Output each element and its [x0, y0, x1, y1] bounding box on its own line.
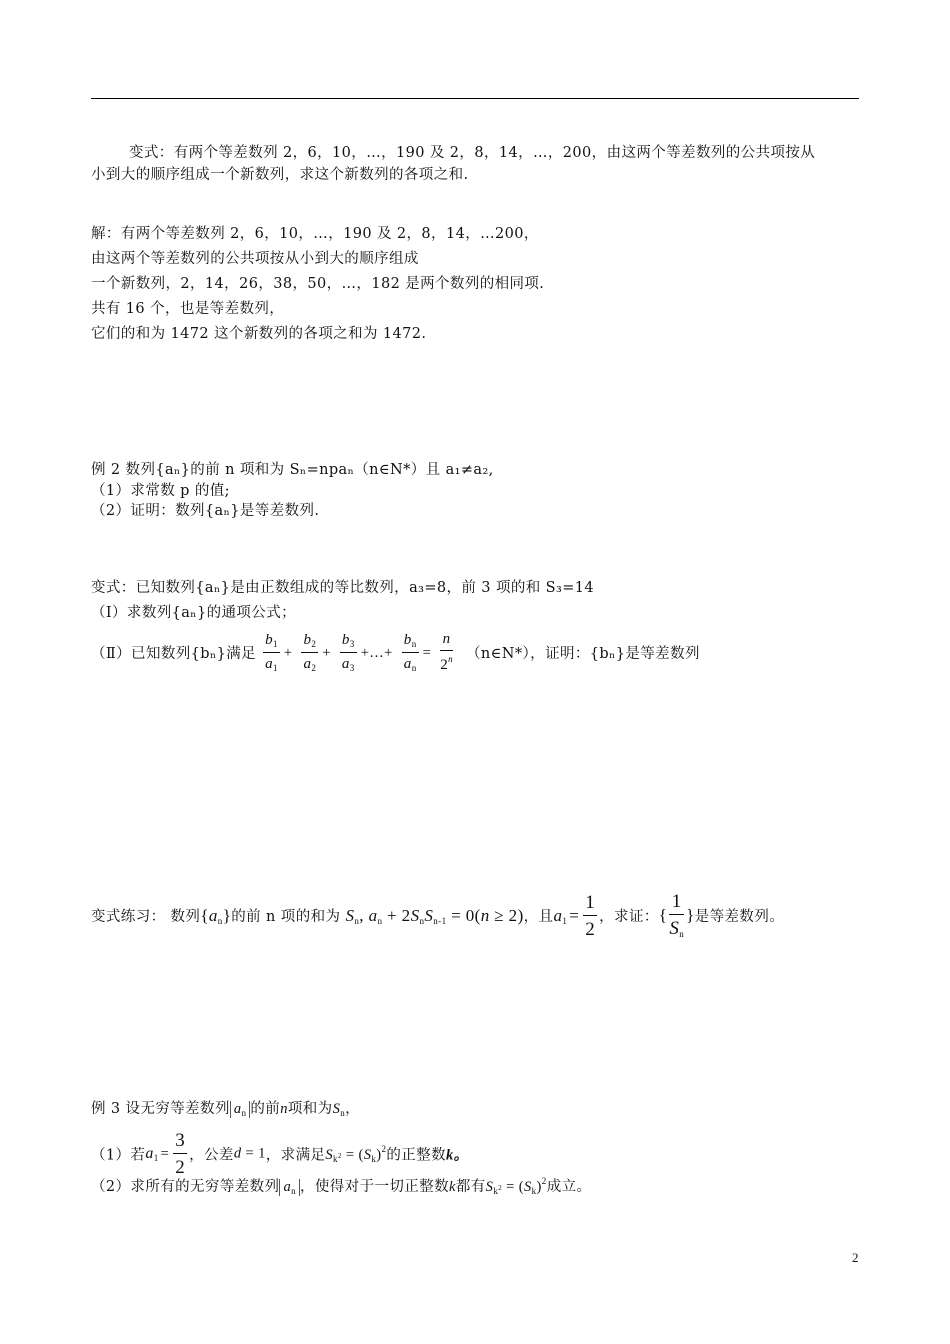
variant2-line1: 变式：已知数列{aₙ}是由正数组成的等比数列，a₃=8，前 3 项的和 S₃=14 [91, 580, 594, 596]
solution-line5: 它们的和为 1472 这个新数列的各项之和为 1472. [91, 326, 427, 342]
variant2-line3-prefix: （Ⅱ）已知数列{bₙ}满足 [91, 646, 257, 662]
variant3-prove: ，求证： [599, 909, 659, 925]
example3-line2: （1）若$a_1$ = $\frac{3}{2}$ ，公差d = 1，求满足$S_{k^2} = (S_k)^2$的正整数k。 [91, 1130, 469, 1178]
example3-q1-suffix: 的正整数 [386, 1147, 447, 1164]
solution-line4: 共有 16 个，也是等差数列， [91, 301, 285, 317]
solution-line2: 由这两个等差数列的公共项按从小到大的顺序组成 [91, 251, 419, 267]
example3-q1-prefix: （1）若 [91, 1147, 146, 1164]
example3-mid2: 项和为 [287, 1101, 333, 1117]
variant3-line: 变式练习： 数列$\{a_n\}$的前 n 项的和为 $S_n$, $a_n + 2S_nS_{n-1} = 0(n \ge 2)$，且$a_1$ = $\frac{1}{2}$ ，求证：{ $\frac{1}{S_n}$ }是等差数列。 [91, 891, 785, 940]
header-rule [91, 98, 859, 99]
solution-line1: 解：有两个等差数列 2，6，10，…，190 及 2，8，14，…200， [91, 226, 539, 242]
example2-line1: 例 2 数列{aₙ}的前 n 项和为 Sₙ=npaₙ（n∈N*）且 a₁≠a₂, [91, 462, 494, 478]
solution-line3: 一个新数列，2，14，26，38，50，…，182 是两个数列的相同项. [91, 276, 545, 292]
variant2-line3 [91, 632, 700, 673]
variant3-suffix: 是等差数列。 [694, 909, 785, 925]
example2-line3: （2）证明：数列{aₙ}是等差数列. [91, 503, 320, 519]
variant3-and: ，且 [523, 909, 554, 925]
example3-q2-suffix: 成立。 [546, 1179, 592, 1195]
variant1-line1: 变式：有两个等差数列 2，6，10，…，190 及 2，8，14，…，200，由这两个等差数列的公共项按从 [129, 145, 816, 161]
example3-q1-mid: ，公差 [189, 1147, 234, 1164]
example3-q2-prefix: （2）求所有的无穷等差数列 [91, 1179, 280, 1195]
example3-q2-mid2: 都有 [455, 1179, 486, 1195]
variant3-mid: 的前 n 项的和为 [231, 909, 341, 925]
variant2-line2: （Ⅰ）求数列{aₙ}的通项公式； [91, 605, 296, 621]
example2-line2: （1）求常数 p 的值; [91, 483, 230, 499]
example3-prefix: 例 3 设无穷等差数列 [91, 1101, 230, 1117]
example3-q2-mid: ，使得对于一切正整数 [300, 1179, 449, 1195]
variant2-line3-suffix: （n∈N*），证明：{bₙ}是等差数列 [466, 646, 700, 662]
page-number: 2 [852, 1250, 859, 1265]
variant2-equation: $\frac{b_1}{a_1}$ + $\frac{b_2}{a_2}$ + $\frac{b_3}{a_3}$ +…+ $\frac{b_n}{a_n}$ = $\frac{n}{2^n}$ [265, 631, 453, 673]
example3-line1: 例 3 设无穷等差数列 $a_n$ 的前n项和为$S_n$， [91, 1101, 361, 1118]
example3-q1-k: k。 [446, 1147, 469, 1164]
variant3-prefix: 变式练习： 数列 [91, 909, 201, 925]
example3-q1-mid2: ，求满足 [265, 1147, 326, 1164]
example3-mid: 的前 [250, 1101, 281, 1117]
example3-line3: （2）求所有的无穷等差数列 $a_n$ ，使得对于一切正整数k都有$S_{k^2} = (S_k)^2$成立。 [91, 1176, 592, 1196]
variant1-line2: 小到大的顺序组成一个新数列，求这个新数列的各项之和. [91, 167, 469, 183]
